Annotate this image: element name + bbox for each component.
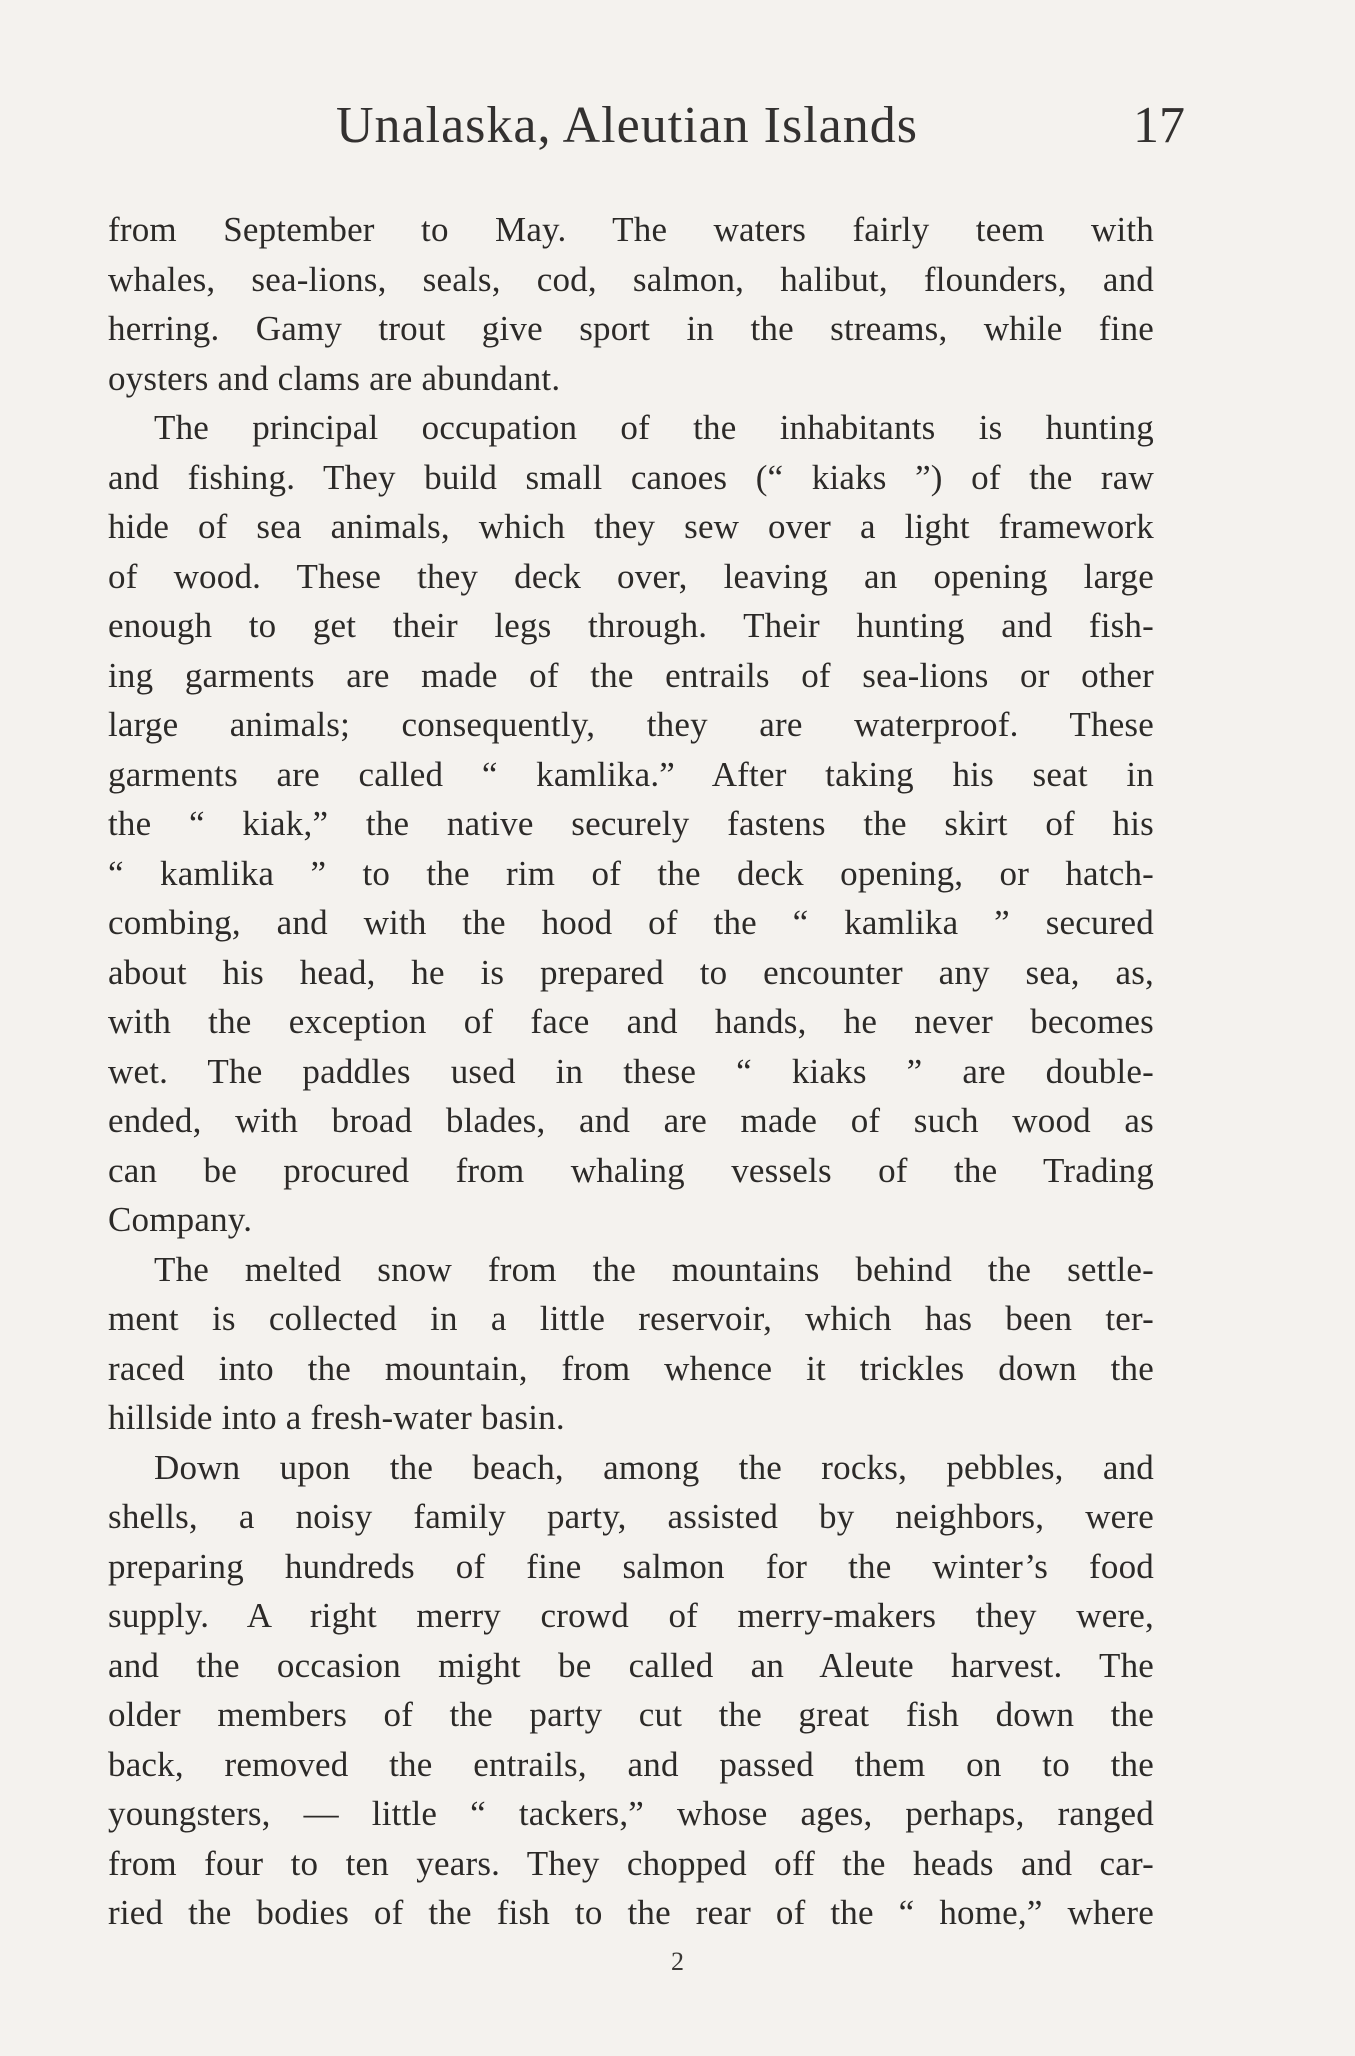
text-line: ment is collected in a little reservoir, which has been ter-	[108, 1299, 1154, 1338]
body-text	[108, 205, 1154, 1938]
text-line: of wood. These they deck over, leaving an opening large	[108, 556, 1154, 596]
text-line: and fishing. They build small canoes (“ kiaks ”) of the raw	[108, 457, 1154, 497]
text-line: ried the bodies of the fish to the rear of the “ home,” where	[108, 1893, 1154, 1932]
text-line: combing, and with the hood of the “ kamlika ” secured	[108, 903, 1154, 942]
text-line: youngsters, — little “ tackers,” whose ages, perhaps, ranged	[108, 1794, 1154, 1833]
text-line: shells, a noisy family party, assisted by neighbors, were	[108, 1497, 1154, 1536]
text-line: hillside into a fresh-water basin.	[108, 1398, 565, 1437]
text-line: enough to get their legs through. Their hunting and fish-	[108, 606, 1154, 645]
text-line: large animals; consequently, they are waterproof. These	[108, 705, 1154, 744]
running-title: Unalaska, Aleutian Islands	[336, 97, 918, 154]
text-line: can be procured from whaling vessels of the Trading	[108, 1150, 1154, 1190]
text-line: the “ kiak,” the native securely fastens the skirt of his	[108, 804, 1154, 843]
text-line: garments are called “ kamlika.” After taking his seat in	[108, 754, 1154, 794]
text-line: raced into the mountain, from whence it trickles down the	[108, 1348, 1154, 1388]
text-line: herring. Gamy trout give sport in the streams, while fine	[108, 309, 1154, 348]
text-line: and the occasion might be called an Aleute harvest. The	[108, 1645, 1154, 1685]
paragraph-first-line: The melted snow from the mountains behind the settle-	[154, 1249, 1154, 1289]
text-line: with the exception of face and hands, he never becomes	[108, 1002, 1154, 1041]
text-line: whales, sea-lions, seals, cod, salmon, halibut, flounders, and	[108, 259, 1154, 299]
text-line: “ kamlika ” to the rim of the deck opening, or hatch-	[108, 853, 1154, 893]
paragraph-first-line: The principal occupation of the inhabitants is hunting	[154, 408, 1154, 447]
page-number: 17	[1133, 97, 1185, 154]
text-line: oysters and clams are abundant.	[108, 358, 561, 398]
text-line: preparing hundreds of fine salmon for the winter’s food	[108, 1546, 1154, 1586]
text-line: older members of the party cut the great fish down the	[108, 1695, 1154, 1734]
signature-mark: 2	[671, 1947, 684, 1976]
text-line: hide of sea animals, which they sew over a light framework	[108, 507, 1154, 546]
text-line: wet. The paddles used in these “ kiaks ” are double-	[108, 1051, 1154, 1091]
paragraph-first-line: Down upon the beach, among the rocks, pebbles, and	[154, 1447, 1154, 1487]
text-line: supply. A right merry crowd of merry-makers they were,	[108, 1596, 1154, 1635]
text-line: Company.	[108, 1200, 253, 1239]
text-line: about his head, he is prepared to encounter any sea, as,	[108, 952, 1154, 992]
text-line: from September to May. The waters fairly teem with	[108, 210, 1154, 249]
running-head	[108, 96, 1185, 166]
text-line: ended, with broad blades, and are made of such wood as	[108, 1101, 1154, 1140]
text-line: from four to ten years. They chopped off the heads and car-	[108, 1843, 1154, 1883]
text-line: ing garments are made of the entrails of sea-lions or other	[108, 655, 1154, 695]
text-line: back, removed the entrails, and passed them on to the	[108, 1744, 1154, 1784]
